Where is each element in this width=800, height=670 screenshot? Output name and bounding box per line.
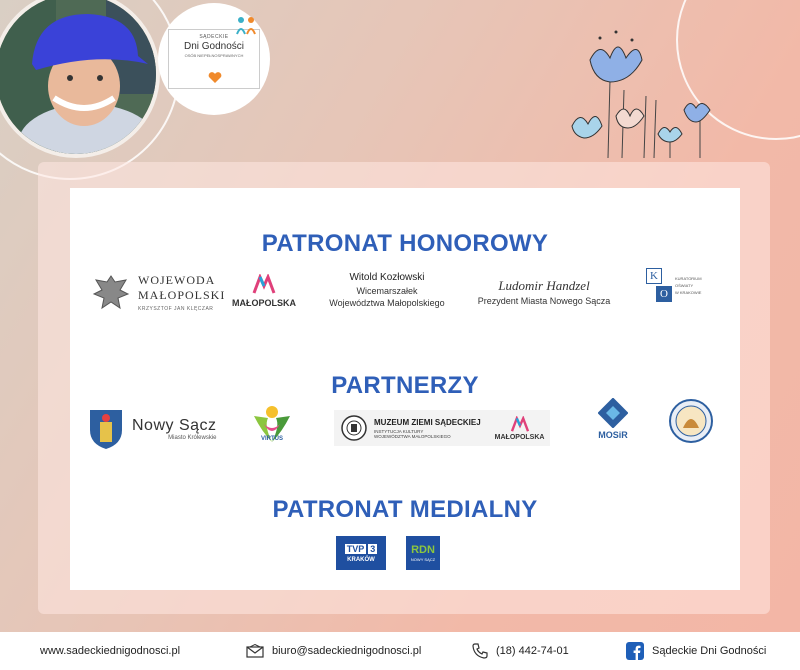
handzel-signature: Ludomir Handzel [498, 278, 590, 293]
event-logo-line1: SĄDECKIE [199, 34, 229, 40]
wojewoda-line1: WOJEWODA [138, 272, 216, 287]
muzeum-malopolska-label: MAŁOPOLSKA [494, 433, 545, 441]
tvp-city: KRAKÓW [347, 556, 375, 563]
muzeum-seal-icon [340, 414, 368, 442]
wojewoda-line2: MAŁOPOLSKI [138, 287, 226, 302]
muzeum-name: MUZEUM ZIEMI SĄDECKIEJ [374, 417, 481, 427]
event-logo-line2: Dni Godności [183, 41, 245, 52]
envelope-icon [246, 644, 264, 658]
tvp-number: 3 [370, 543, 376, 554]
footer [0, 632, 800, 670]
muzeum-line3: WOJEWÓDZTWA MAŁOPOLSKIEGO [374, 433, 451, 439]
logo-muzeum [334, 410, 550, 446]
mosir-icon [598, 398, 628, 428]
footer-facebook[interactable] [626, 632, 766, 670]
logo-round-seal [668, 398, 714, 444]
rdn-subtitle: NOWY SĄCZ [410, 557, 436, 562]
website-link[interactable]: www.sadeckiednigodnosci.pl [40, 645, 181, 657]
logo-kuratorium [646, 268, 702, 302]
footer-email[interactable] [246, 632, 421, 670]
logo-virtus [250, 402, 294, 442]
malopolska-icon [510, 416, 530, 432]
kozlowski-title: Wicemarszałek [356, 286, 418, 296]
handzel-title: Prezydent Miasta Nowego Sącza [477, 296, 611, 306]
email-link[interactable]: biuro@sadeckiednigodnosci.pl [272, 645, 422, 657]
logo-handzel [474, 278, 614, 306]
logo-kozlowski [320, 272, 454, 308]
logo-nowy-sacz [88, 408, 217, 450]
patrons-card [70, 188, 740, 590]
muzeum-line2: INSTYTUCJA KULTURY [374, 428, 424, 434]
kuratorium-o: O [656, 286, 672, 302]
kozlowski-region: Województwa Małopolskiego [329, 298, 445, 308]
nowy-sacz-name: Nowy Sącz [132, 417, 217, 434]
phone-icon [472, 643, 488, 659]
eagle-icon [92, 272, 130, 312]
rdn-label: RDN [411, 544, 435, 556]
tvp-label: TVP [346, 543, 365, 554]
heading-patronat-medialny: PATRONAT MEDIALNY [272, 496, 538, 523]
kozlowski-name: Witold Kozłowski [349, 272, 425, 283]
logo-malopolska-honorowy [232, 274, 296, 308]
nowy-sacz-crest-icon [88, 408, 124, 450]
logo-rdn [406, 536, 440, 570]
kuratorium-line3: W KRAKOWIE [675, 289, 702, 295]
heading-patronat-honorowy: PATRONAT HONOROWY [261, 230, 549, 257]
facebook-link[interactable]: Sądeckie Dni Godności [652, 645, 767, 657]
nowy-sacz-subtitle: Miasto Królewskie [168, 435, 217, 441]
kuratorium-line2: OŚWIATY [675, 282, 694, 288]
logo-mosir [598, 398, 628, 440]
flowers-decoration [560, 30, 740, 160]
virtus-label: VIRTUS [260, 436, 283, 442]
seal-icon [668, 398, 714, 444]
facebook-icon [626, 642, 644, 660]
phone-number[interactable]: (18) 442-74-01 [496, 645, 569, 657]
malopolska-label: MAŁOPOLSKA [232, 298, 296, 308]
footer-website[interactable] [40, 632, 180, 670]
kuratorium-line1: KURATORIUM [675, 275, 702, 281]
mosir-label: MOSiR [598, 430, 628, 440]
event-logo [158, 3, 270, 115]
heading-partnerzy: PARTNERZY [331, 372, 479, 399]
logo-wojewoda [92, 272, 225, 312]
malopolska-icon [252, 274, 276, 294]
wojewoda-line3: KRZYSZTOF JAN KLĘCZAR [138, 305, 214, 312]
footer-phone[interactable] [472, 632, 569, 670]
event-logo-line3: OSÓB NIEPEŁNOSPRAWNYCH [184, 53, 244, 58]
logo-tvp3-krakow [336, 536, 386, 570]
people-icon [235, 16, 259, 36]
heart-icon [208, 72, 222, 84]
kuratorium-k: K [646, 268, 662, 284]
